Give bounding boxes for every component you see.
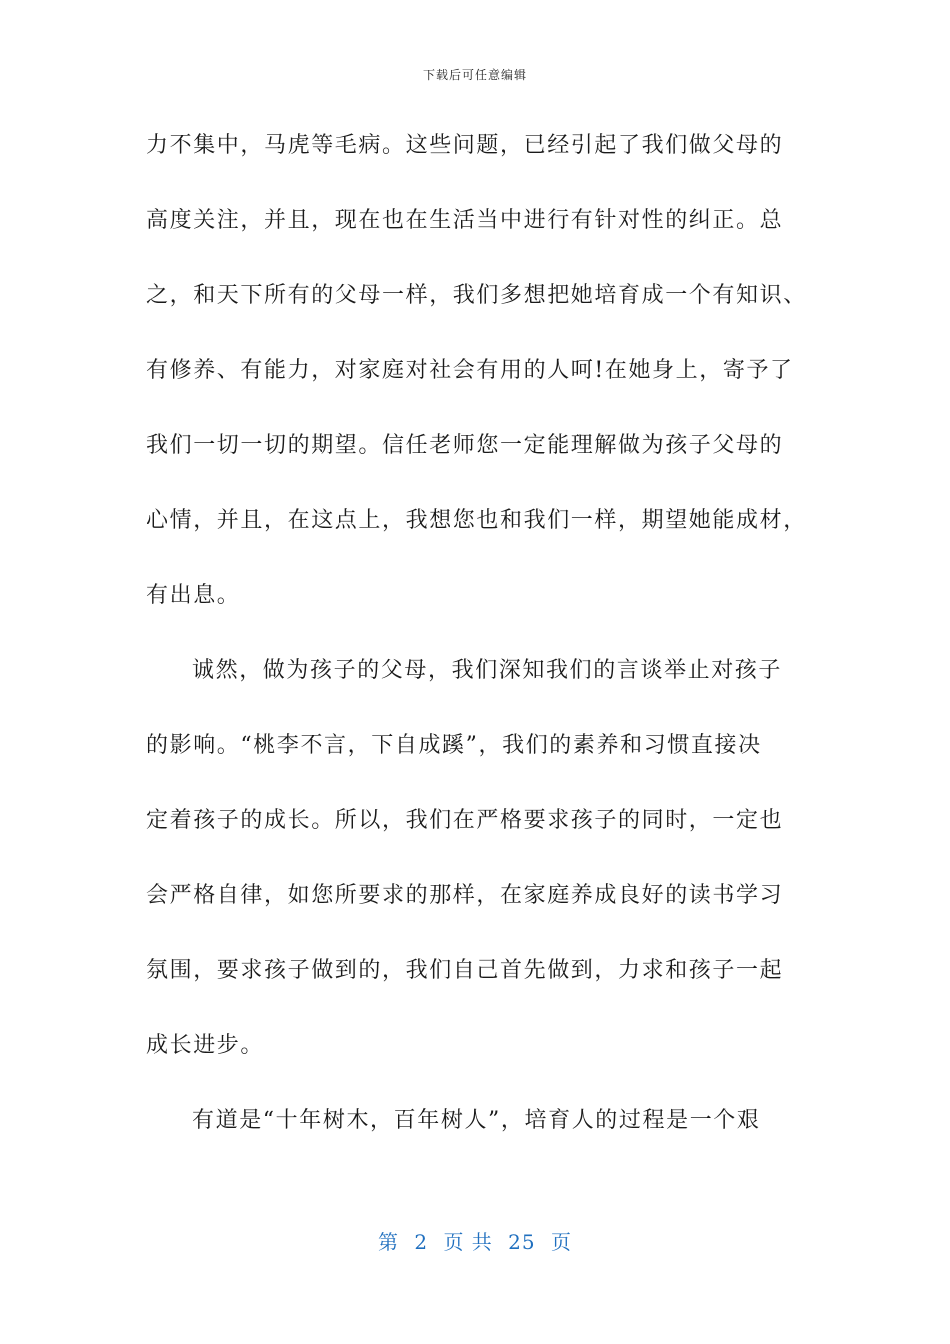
paragraph-start-line: 诚然，做为孩子的父母，我们深知我们的言谈举止对孩子 xyxy=(192,658,783,683)
page-header-note: 下载后可任意编辑 xyxy=(422,68,527,82)
text-line: 的影响。“桃李不言，下自成蹊”，我们的素养和习惯直接决 xyxy=(146,733,762,758)
text-line: 高度关注，并且，现在也在生活当中进行有针对性的纠正。总 xyxy=(146,208,784,233)
footer-mid: 页 共 xyxy=(443,1230,493,1254)
text-line: 有修养、有能力，对家庭对社会有用的人呵!在她身上，寄予了 xyxy=(146,358,794,383)
page-footer xyxy=(0,1226,950,1255)
total-pages-number: 25 xyxy=(508,1230,536,1254)
text-line: 我们一切一切的期望。信任老师您一定能理解做为孩子父母的 xyxy=(146,433,784,458)
footer-prefix: 第 xyxy=(378,1230,399,1254)
document-body xyxy=(146,122,806,1172)
paragraph-start-line: 有道是“十年树木，百年树人”，培育人的过程是一个艰 xyxy=(192,1108,761,1133)
text-line: 氛围，要求孩子做到的，我们自己首先做到，力求和孩子一起 xyxy=(146,958,784,983)
text-line: 有出息。 xyxy=(146,583,241,608)
text-line: 心情，并且，在这点上，我想您也和我们一样，期望她能成材， xyxy=(146,508,807,533)
current-page-number: 2 xyxy=(414,1230,429,1254)
text-line: 会严格自律，如您所要求的那样，在家庭养成良好的读书学习 xyxy=(146,883,784,908)
text-line: 定着孩子的成长。所以，我们在严格要求孩子的同时，一定也 xyxy=(146,808,784,833)
footer-suffix: 页 xyxy=(550,1230,572,1254)
text-line: 力不集中，马虎等毛病。这些问题，已经引起了我们做父母的 xyxy=(146,133,784,158)
text-line: 成长进步。 xyxy=(146,1033,265,1058)
text-line: 之，和天下所有的父母一样，我们多想把她培育成一个有知识、 xyxy=(146,283,807,308)
